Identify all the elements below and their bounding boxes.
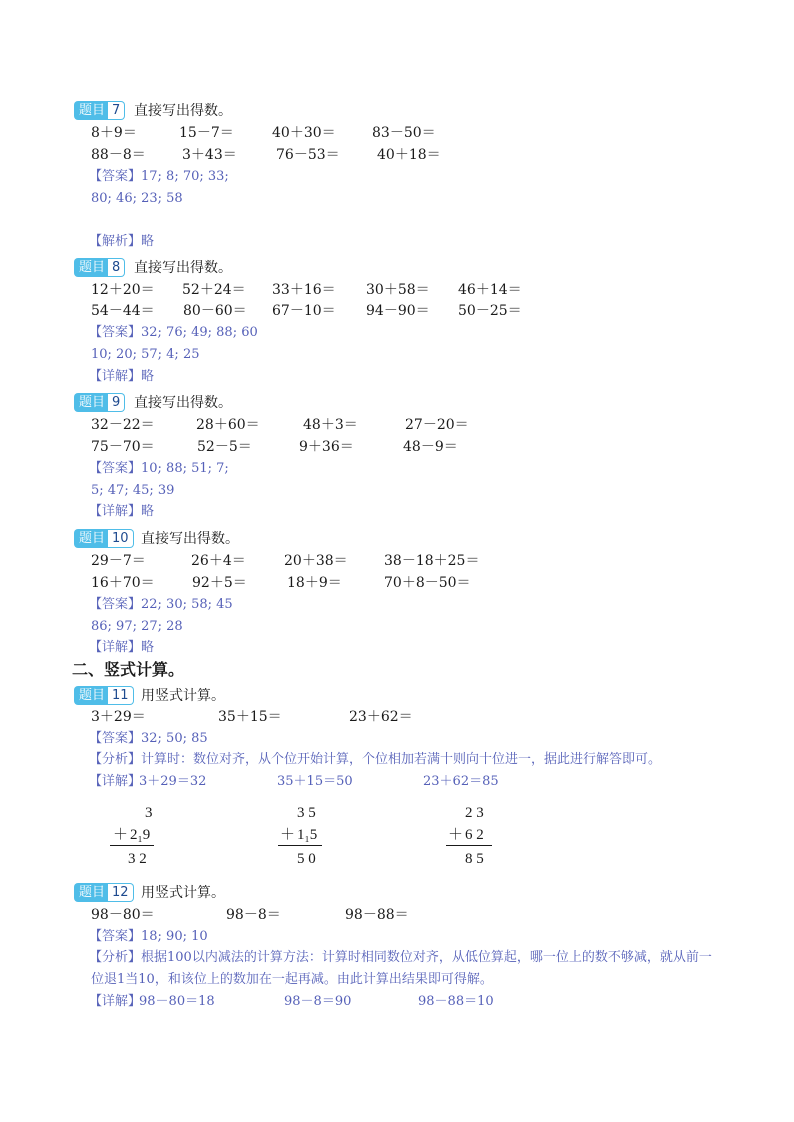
equation: 3＋43＝: [182, 147, 237, 163]
problem-number: 12: [108, 883, 134, 902]
problem-title: 直接写出得数。: [134, 395, 232, 411]
equation: 54－44＝: [91, 303, 155, 319]
detail-equation: 23＋62＝85: [423, 774, 499, 789]
problem-tag: 题目: [74, 258, 108, 277]
problem-title: 直接写出得数。: [134, 103, 232, 119]
vertical-top: 3 5: [297, 805, 316, 821]
equation: 40＋30＝: [272, 125, 336, 141]
detail-line: 【详解】略: [89, 369, 155, 384]
detail-equation: 98－80＝18: [139, 994, 215, 1009]
equation: 33＋16＝: [272, 282, 336, 298]
problem-tag: 题目: [74, 883, 108, 902]
equation: 18＋9＝: [287, 575, 342, 591]
detail-equation: 98－8＝90: [284, 994, 352, 1009]
vertical-bottom: 2₁9: [130, 827, 151, 843]
equation: 38－18＋25＝: [384, 553, 480, 569]
analysis-line: 【分析】计算时：数位对齐，从个位开始计算，个位相加若满十则向十位进一，据此进行解答即可。: [89, 752, 662, 767]
vertical-bottom: 6 2: [465, 827, 484, 843]
plus-sign: ＋: [448, 827, 464, 843]
equation: 88－8＝: [91, 147, 146, 163]
plus-sign: ＋: [113, 827, 129, 843]
equation: 98－80＝: [91, 907, 155, 923]
problem-badge-12: [74, 883, 134, 902]
answer-line: 【答案】10; 88; 51; 7;: [89, 461, 229, 476]
answer-line: 【答案】18; 90; 10: [89, 929, 208, 944]
plus-sign: ＋: [280, 827, 296, 843]
sum-line: [110, 845, 154, 846]
equation: 46＋14＝: [458, 282, 522, 298]
detail-equation: 98－88＝10: [418, 994, 494, 1009]
vertical-result: 5 0: [297, 851, 316, 867]
equation: 28＋60＝: [196, 417, 260, 433]
problem-title: 直接写出得数。: [134, 260, 232, 276]
problem-number: 8: [108, 258, 125, 277]
detail-equation: 35＋15＝50: [277, 774, 353, 789]
equation: 29－7＝: [91, 553, 146, 569]
answer-line: 【答案】17; 8; 70; 33;: [89, 169, 229, 184]
detail-line: 【详解】略: [89, 640, 155, 655]
answer-line: 86; 97; 27; 28: [91, 619, 183, 634]
vertical-bottom: 1₁5: [297, 827, 318, 843]
problem-tag: 题目: [74, 529, 108, 548]
vertical-top: 3: [145, 805, 153, 821]
detail-line: 【详解】略: [89, 504, 155, 519]
detail-label: 【详解】: [89, 774, 142, 789]
detail-equation: 3＋29＝32: [139, 774, 207, 789]
problem-badge-11: [74, 686, 134, 705]
equation: 8＋9＝: [91, 125, 137, 141]
detail-line: 【解析】略: [89, 234, 155, 249]
equation: 52－5＝: [197, 439, 252, 455]
equation: 26＋4＝: [191, 553, 246, 569]
answer-line: 10; 20; 57; 4; 25: [91, 347, 200, 362]
equation: 70＋8－50＝: [384, 575, 471, 591]
vertical-result: 8 5: [465, 851, 484, 867]
equation: 98－8＝: [226, 907, 281, 923]
equation: 9＋36＝: [299, 439, 354, 455]
equation: 16＋70＝: [91, 575, 155, 591]
equation: 76－53＝: [276, 147, 340, 163]
vertical-result: 3 2: [128, 851, 147, 867]
equation: 27－20＝: [405, 417, 469, 433]
answer-line: 【答案】32; 76; 49; 88; 60: [89, 325, 258, 340]
problem-badge-9: [74, 393, 125, 412]
vertical-top: 2 3: [465, 805, 484, 821]
equation: 40＋18＝: [377, 147, 441, 163]
problem-number: 7: [108, 101, 125, 120]
answer-line: 【答案】32; 50; 85: [89, 731, 208, 746]
problem-title: 用竖式计算。: [141, 688, 225, 704]
problem-tag: 题目: [74, 686, 108, 705]
equation: 20＋38＝: [284, 553, 348, 569]
answer-line: 80; 46; 23; 58: [91, 191, 183, 206]
analysis-line: 【分析】根据100以内减法的计算方法：计算时相同数位对齐，从低位算起，哪一位上的数不够减，就从前一: [89, 950, 712, 965]
equation: 50－25＝: [458, 303, 522, 319]
equation: 48＋3＝: [303, 417, 358, 433]
problem-title: 直接写出得数。: [141, 531, 239, 547]
analysis-line: 位退1当10，和该位上的数加在一起再减。由此计算出结果即可得解。: [91, 972, 493, 987]
equation: 48－9＝: [403, 439, 458, 455]
problem-number: 10: [108, 529, 134, 548]
equation: 32－22＝: [91, 417, 155, 433]
detail-label: 【详解】: [89, 994, 142, 1009]
problem-title: 用竖式计算。: [141, 885, 225, 901]
equation: 12＋20＝: [91, 282, 155, 298]
equation: 94－90＝: [366, 303, 430, 319]
equation: 83－50＝: [372, 125, 436, 141]
equation: 67－10＝: [272, 303, 336, 319]
problem-number: 9: [108, 393, 125, 412]
problem-tag: 题目: [74, 393, 108, 412]
problem-number: 11: [108, 686, 134, 705]
problem-tag: 题目: [74, 101, 108, 120]
equation: 35＋15＝: [218, 709, 282, 725]
equation: 30＋58＝: [366, 282, 430, 298]
equation: 80－60＝: [183, 303, 247, 319]
sum-line: [278, 845, 322, 846]
sum-line: [446, 845, 492, 846]
answer-line: 【答案】22; 30; 58; 45: [89, 597, 233, 612]
problem-badge-8: [74, 258, 125, 277]
equation: 75－70＝: [91, 439, 155, 455]
answer-line: 5; 47; 45; 39: [91, 483, 175, 498]
equation: 52＋24＝: [182, 282, 246, 298]
problem-badge-10: [74, 529, 134, 548]
equation: 3＋29＝: [91, 709, 146, 725]
equation: 15－7＝: [179, 125, 234, 141]
equation: 92＋5＝: [192, 575, 247, 591]
problem-badge-7: [74, 101, 125, 120]
section-heading: 二、竖式计算。: [72, 660, 185, 679]
equation: 98－88＝: [345, 907, 409, 923]
equation: 23＋62＝: [349, 709, 413, 725]
